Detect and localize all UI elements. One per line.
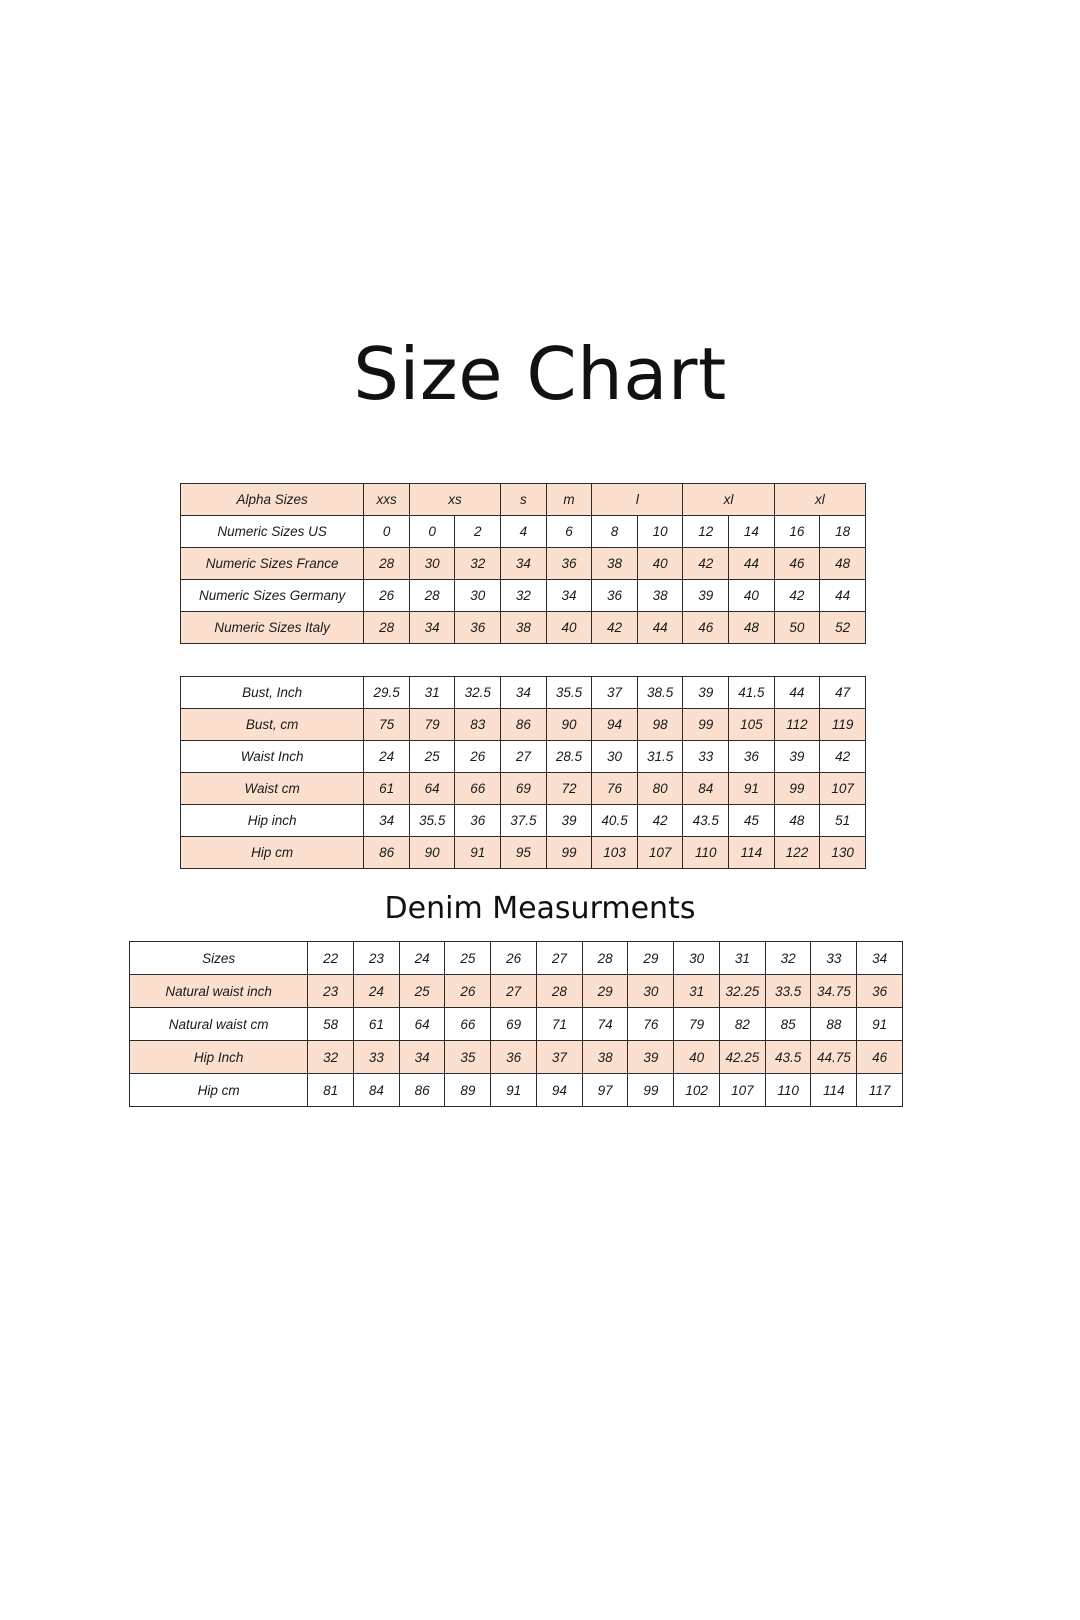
table-cell: 107 (820, 773, 866, 805)
table-cell: 26 (364, 580, 410, 612)
table-cell: 29 (582, 975, 628, 1008)
table-row (130, 1074, 903, 1107)
row-label: Natural waist inch (130, 975, 308, 1008)
table-cell: 90 (546, 709, 592, 741)
denim-measurements-table (129, 941, 903, 1107)
table-cell: 38 (582, 1041, 628, 1074)
table-cell: 66 (455, 773, 501, 805)
table-cell: 36 (455, 805, 501, 837)
table-cell: 38 (637, 580, 683, 612)
table-cell: 86 (399, 1074, 445, 1107)
table-cell: 12 (683, 516, 729, 548)
table-cell: 32 (501, 580, 547, 612)
table-cell: 8 (592, 516, 638, 548)
table-cell: 74 (582, 1008, 628, 1041)
table-row (181, 837, 866, 869)
table-cell: 48 (729, 612, 775, 644)
table-cell: 48 (774, 805, 820, 837)
table-cell: 64 (399, 1008, 445, 1041)
row-label: Hip Inch (130, 1041, 308, 1074)
table-row (181, 612, 866, 644)
table-cell: m (546, 484, 592, 516)
table-cell: 35.5 (409, 805, 455, 837)
table-cell: 42 (774, 580, 820, 612)
table-cell: 72 (546, 773, 592, 805)
table-cell: 86 (501, 709, 547, 741)
table-cell: 38 (592, 548, 638, 580)
table-cell: 44 (637, 612, 683, 644)
table-cell: 48 (820, 548, 866, 580)
row-label: Hip cm (181, 837, 364, 869)
table-cell: 79 (674, 1008, 720, 1041)
table-cell: 44 (729, 548, 775, 580)
table-cell: 30 (455, 580, 501, 612)
table-cell: 61 (364, 773, 410, 805)
table-cell: 89 (445, 1074, 491, 1107)
table-cell: 37 (592, 677, 638, 709)
table-cell: 81 (308, 1074, 354, 1107)
table-cell: 28 (364, 548, 410, 580)
table-cell: 86 (364, 837, 410, 869)
table-cell: 30 (628, 975, 674, 1008)
table-cell: 34.75 (811, 975, 857, 1008)
table-cell: 26 (455, 741, 501, 773)
table-cell: 31 (409, 677, 455, 709)
table-cell: 91 (491, 1074, 537, 1107)
table-cell: 76 (592, 773, 638, 805)
table-cell: 40 (546, 612, 592, 644)
table-cell: 91 (455, 837, 501, 869)
table-cell: 18 (820, 516, 866, 548)
table-cell: 105 (729, 709, 775, 741)
table-cell: 44.75 (811, 1041, 857, 1074)
table-cell: 64 (409, 773, 455, 805)
row-label: Numeric Sizes France (181, 548, 364, 580)
table-cell: 46 (683, 612, 729, 644)
table-row (181, 677, 866, 709)
table-cell: 14 (729, 516, 775, 548)
table-cell: 95 (501, 837, 547, 869)
table-cell: 25 (445, 942, 491, 975)
table-cell: 41.5 (729, 677, 775, 709)
table-cell: 22 (308, 942, 354, 975)
table-cell: 40 (674, 1041, 720, 1074)
denim-section-title: Denim Measurments (384, 891, 696, 926)
table-cell: 28 (364, 612, 410, 644)
table-cell: 26 (491, 942, 537, 975)
table-cell: 23 (353, 942, 399, 975)
table-cell: 76 (628, 1008, 674, 1041)
table-cell: 42 (592, 612, 638, 644)
table-cell: 99 (546, 837, 592, 869)
body-measurements-table (180, 676, 866, 869)
table-cell: xxs (364, 484, 410, 516)
table-cell: 45 (729, 805, 775, 837)
table-cell: xl (683, 484, 774, 516)
table-cell: 61 (353, 1008, 399, 1041)
table-cell: 39 (683, 677, 729, 709)
table-cell: 43.5 (683, 805, 729, 837)
table-cell: 88 (811, 1008, 857, 1041)
table-cell: 24 (399, 942, 445, 975)
table-cell: 91 (857, 1008, 903, 1041)
row-label: Bust, cm (181, 709, 364, 741)
row-label: Numeric Sizes Italy (181, 612, 364, 644)
table-cell: 23 (308, 975, 354, 1008)
table-cell: 6 (546, 516, 592, 548)
table-cell: 85 (765, 1008, 811, 1041)
table-cell: 28.5 (546, 741, 592, 773)
table-row (181, 580, 866, 612)
table-cell: 36 (592, 580, 638, 612)
row-label: Numeric Sizes US (181, 516, 364, 548)
table-cell: 83 (455, 709, 501, 741)
table-row (130, 1008, 903, 1041)
table-cell: 33 (811, 942, 857, 975)
table-cell: 51 (820, 805, 866, 837)
table-cell: 28 (536, 975, 582, 1008)
table-row (181, 548, 866, 580)
alpha-sizes-table (180, 483, 866, 644)
row-label: Waist cm (181, 773, 364, 805)
table-cell: 114 (729, 837, 775, 869)
row-label: Hip inch (181, 805, 364, 837)
row-label: Natural waist cm (130, 1008, 308, 1041)
table-cell: 36 (455, 612, 501, 644)
row-label: Bust, Inch (181, 677, 364, 709)
table-cell: xl (774, 484, 865, 516)
table-cell: 39 (546, 805, 592, 837)
table-row (181, 484, 866, 516)
table-cell: 29.5 (364, 677, 410, 709)
table-cell: 34 (546, 580, 592, 612)
table-row (181, 741, 866, 773)
table-cell: 28 (582, 942, 628, 975)
table-cell: 31 (719, 942, 765, 975)
table-cell: 35 (445, 1041, 491, 1074)
table-cell: 36 (546, 548, 592, 580)
table-cell: 34 (364, 805, 410, 837)
table-cell: 94 (536, 1074, 582, 1107)
table-cell: 39 (628, 1041, 674, 1074)
table-cell: 42 (820, 741, 866, 773)
table-cell: 84 (683, 773, 729, 805)
table-cell: 119 (820, 709, 866, 741)
table-cell: 91 (729, 773, 775, 805)
table-cell: 16 (774, 516, 820, 548)
table-cell: 42 (637, 805, 683, 837)
row-label: Hip cm (130, 1074, 308, 1107)
table-cell: 10 (637, 516, 683, 548)
table-cell: 27 (536, 942, 582, 975)
table-cell: 47 (820, 677, 866, 709)
table-cell: 34 (409, 612, 455, 644)
table-cell: 34 (857, 942, 903, 975)
table-cell: 110 (765, 1074, 811, 1107)
table-cell: 31.5 (637, 741, 683, 773)
table-cell: 82 (719, 1008, 765, 1041)
row-label: Waist Inch (181, 741, 364, 773)
table-row (181, 709, 866, 741)
table-cell: 99 (774, 773, 820, 805)
table-cell: 97 (582, 1074, 628, 1107)
table-cell: 46 (857, 1041, 903, 1074)
table-cell: l (592, 484, 683, 516)
table-cell: 44 (774, 677, 820, 709)
table-row (130, 975, 903, 1008)
table-cell: 37.5 (501, 805, 547, 837)
alpha-sizes-body (181, 484, 866, 644)
table-cell: 35.5 (546, 677, 592, 709)
table-cell: 30 (409, 548, 455, 580)
table-cell: 75 (364, 709, 410, 741)
table-cell: 50 (774, 612, 820, 644)
table-cell: 33.5 (765, 975, 811, 1008)
table-cell: 32.5 (455, 677, 501, 709)
table-cell: 24 (353, 975, 399, 1008)
table-cell: 40.5 (592, 805, 638, 837)
body-measurements-body (181, 677, 866, 869)
table-cell: 130 (820, 837, 866, 869)
table-cell: 32 (308, 1041, 354, 1074)
table-cell: 31 (674, 975, 720, 1008)
table-cell: 28 (409, 580, 455, 612)
table-cell: 52 (820, 612, 866, 644)
table-cell: 4 (501, 516, 547, 548)
table-cell: 114 (811, 1074, 857, 1107)
table-row (181, 516, 866, 548)
table-cell: 122 (774, 837, 820, 869)
table-cell: 40 (729, 580, 775, 612)
table-cell: 39 (683, 580, 729, 612)
row-label: Sizes (130, 942, 308, 975)
table-cell: 66 (445, 1008, 491, 1041)
table-cell: 0 (364, 516, 410, 548)
table-cell: 34 (501, 548, 547, 580)
table-cell: 38 (501, 612, 547, 644)
table-cell: 32 (765, 942, 811, 975)
table-cell: 32.25 (719, 975, 765, 1008)
table-cell: 36 (491, 1041, 537, 1074)
table-cell: 27 (491, 975, 537, 1008)
table-row (130, 1041, 903, 1074)
table-cell: 26 (445, 975, 491, 1008)
table-cell: 39 (774, 741, 820, 773)
table-cell: 40 (637, 548, 683, 580)
table-cell: 84 (353, 1074, 399, 1107)
table-cell: 24 (364, 741, 410, 773)
table-cell: 98 (637, 709, 683, 741)
table-cell: 102 (674, 1074, 720, 1107)
table-row (130, 942, 903, 975)
table-cell: 33 (683, 741, 729, 773)
table-cell: 107 (637, 837, 683, 869)
row-label: Numeric Sizes Germany (181, 580, 364, 612)
table-row (181, 773, 866, 805)
table-cell: 36 (857, 975, 903, 1008)
table-cell: 29 (628, 942, 674, 975)
table-cell: 46 (774, 548, 820, 580)
table-row (181, 805, 866, 837)
denim-measurements-body (130, 942, 903, 1107)
table-cell: 69 (491, 1008, 537, 1041)
table-cell: xs (409, 484, 500, 516)
table-cell: 30 (674, 942, 720, 975)
table-cell: 117 (857, 1074, 903, 1107)
table-cell: 58 (308, 1008, 354, 1041)
table-cell: 43.5 (765, 1041, 811, 1074)
table-cell: 80 (637, 773, 683, 805)
table-cell: 30 (592, 741, 638, 773)
table-cell: 71 (536, 1008, 582, 1041)
table-cell: 36 (729, 741, 775, 773)
table-cell: 103 (592, 837, 638, 869)
table-cell: 37 (536, 1041, 582, 1074)
table-cell: 69 (501, 773, 547, 805)
table-cell: 99 (628, 1074, 674, 1107)
table-cell: 79 (409, 709, 455, 741)
table-cell: 112 (774, 709, 820, 741)
table-cell: s (501, 484, 547, 516)
table-cell: 99 (683, 709, 729, 741)
table-cell: 32 (455, 548, 501, 580)
table-cell: 44 (820, 580, 866, 612)
table-cell: 94 (592, 709, 638, 741)
table-cell: 90 (409, 837, 455, 869)
table-cell: 110 (683, 837, 729, 869)
table-cell: 34 (399, 1041, 445, 1074)
table-cell: 2 (455, 516, 501, 548)
table-cell: 25 (409, 741, 455, 773)
page-title: Size Chart (353, 332, 727, 416)
table-cell: 27 (501, 741, 547, 773)
table-cell: 42.25 (719, 1041, 765, 1074)
table-cell: 0 (409, 516, 455, 548)
table-cell: 107 (719, 1074, 765, 1107)
table-cell: 42 (683, 548, 729, 580)
table-cell: 33 (353, 1041, 399, 1074)
table-cell: 25 (399, 975, 445, 1008)
table-cell: 34 (501, 677, 547, 709)
table-cell: 38.5 (637, 677, 683, 709)
row-label: Alpha Sizes (181, 484, 364, 516)
